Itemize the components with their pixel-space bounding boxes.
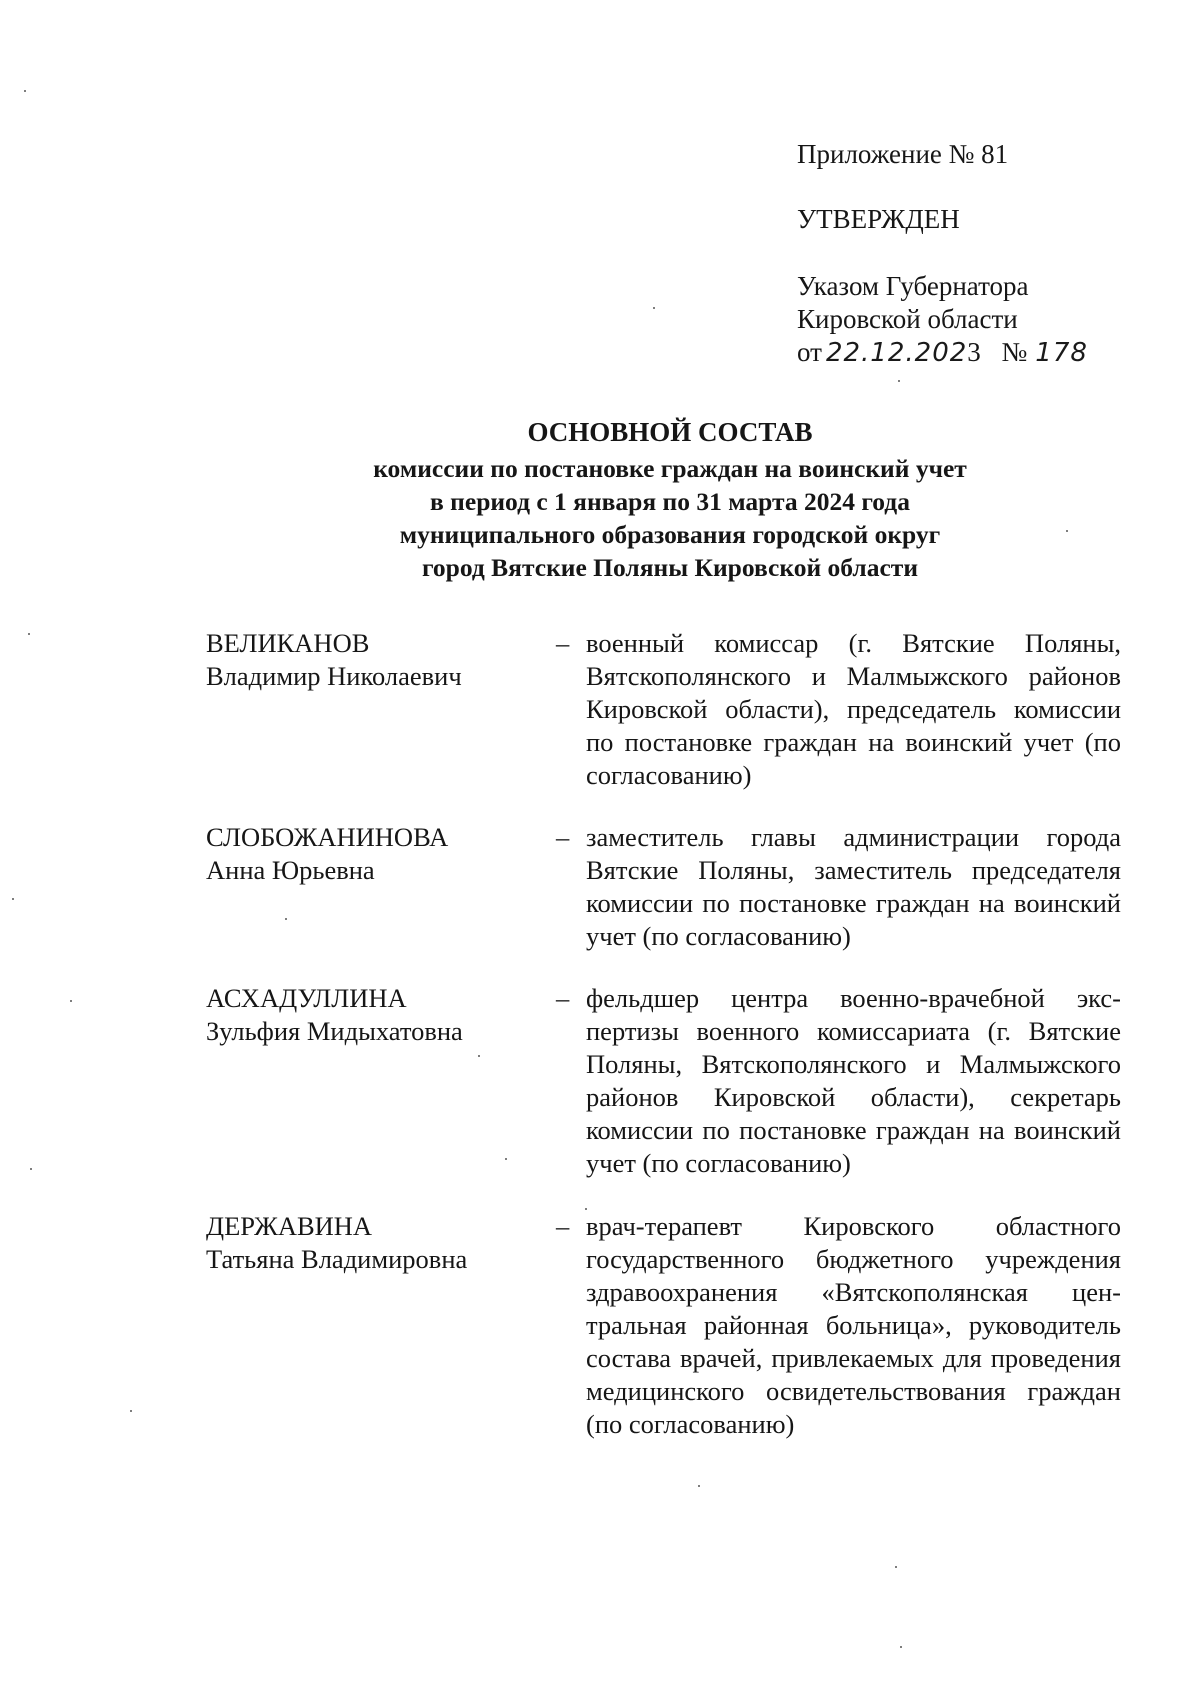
number-prefix: № <box>1001 337 1028 367</box>
member-name: Владимир Николаевич <box>206 661 462 691</box>
handwritten-number: 178 <box>1035 338 1088 368</box>
scan-speck <box>28 633 30 635</box>
date-printed-digit: 3 <box>967 337 981 367</box>
title-main: ОСНОВНОЙ СОСТАВ <box>527 417 813 447</box>
date-prefix: от <box>797 337 822 367</box>
dash-separator: – <box>556 983 570 1013</box>
decree-date-line <box>797 336 1157 370</box>
scan-speck <box>585 1208 587 1210</box>
scan-speck <box>285 918 287 920</box>
approval-mark: УТВЕРЖДЕН <box>797 204 960 234</box>
member-entry <box>206 627 1121 790</box>
member-fullname <box>206 982 541 1048</box>
scan-speck <box>653 307 655 309</box>
scan-speck <box>698 1485 700 1487</box>
scan-speck <box>70 1000 72 1002</box>
annex-number: Приложение № 81 <box>797 139 1009 169</box>
scan-speck <box>130 1410 132 1412</box>
member-surname: АСХАДУЛЛИНА <box>206 983 407 1013</box>
member-role: врач-терапевт Кировского областного государственного бюджетного учреждения здравоохранения «Вятскополянская центральная районная больница», руководитель состава врачей, привлекаемых для проведения медицинского освидетельствования граждан (по согласованию) <box>586 1211 1121 1439</box>
title-line-1: комиссии по постановке граждан на воинский учет <box>373 454 967 483</box>
member-entry <box>206 982 1121 1178</box>
member-role: военный комиссар (г. Вятские Поляны, Вятскополянского и Малмыжского районов Кировской области), председатель комиссии по постановке граждан на воинский учет (по согласованию) <box>586 628 1121 790</box>
title-line-2: в период с 1 января по 31 марта 2024 года <box>430 487 910 516</box>
scan-speck <box>505 1158 507 1160</box>
member-surname: ДЕРЖАВИНА <box>206 1211 373 1241</box>
member-entry <box>206 821 1121 951</box>
decree-reference <box>797 270 1157 370</box>
member-role: заместитель главы администрации города Вятские Поляны, заместитель председателя комиссии по постановке граждан на воинский учет (по согласованию) <box>586 822 1121 951</box>
scan-speck <box>895 1566 897 1568</box>
handwritten-date: 22.12.202 <box>825 338 968 368</box>
member-entry <box>206 1210 1121 1439</box>
document-title <box>240 416 1100 584</box>
member-fullname <box>206 1210 541 1276</box>
title-line-3: муниципального образования городской округ <box>399 520 941 549</box>
decree-line-2: Кировской области <box>797 304 1018 334</box>
title-line-4: город Вятские Поляны Кировской области <box>421 553 919 582</box>
member-name: Татьяна Владимировна <box>206 1244 468 1274</box>
scan-speck <box>12 898 14 900</box>
dash-separator: – <box>556 1211 570 1241</box>
member-surname: СЛОБОЖАНИНОВА <box>206 822 449 852</box>
decree-line-1: Указом Губернатора <box>797 271 1029 301</box>
dash-separator: – <box>556 628 570 658</box>
member-role: фельдшер центра военно-врачебной экспертизы военного комиссариата (г. Вятские Поляны, Вятскополянского и Малмыжского районов Кировской области), секретарь комиссии по постановке граждан на воинский учет (по согласованию) <box>586 983 1121 1178</box>
scan-speck <box>24 90 26 92</box>
member-name: Анна Юрьевна <box>206 855 375 885</box>
member-fullname <box>206 627 541 693</box>
scan-speck <box>898 380 900 382</box>
scan-speck <box>478 1055 480 1057</box>
scan-speck <box>30 1168 32 1170</box>
scan-speck <box>1066 530 1068 532</box>
member-surname: ВЕЛИКАНОВ <box>206 628 370 658</box>
scan-speck <box>900 1646 902 1648</box>
member-fullname <box>206 821 541 887</box>
member-name: Зульфия Мидыхатовна <box>206 1016 463 1046</box>
dash-separator: – <box>556 822 570 852</box>
